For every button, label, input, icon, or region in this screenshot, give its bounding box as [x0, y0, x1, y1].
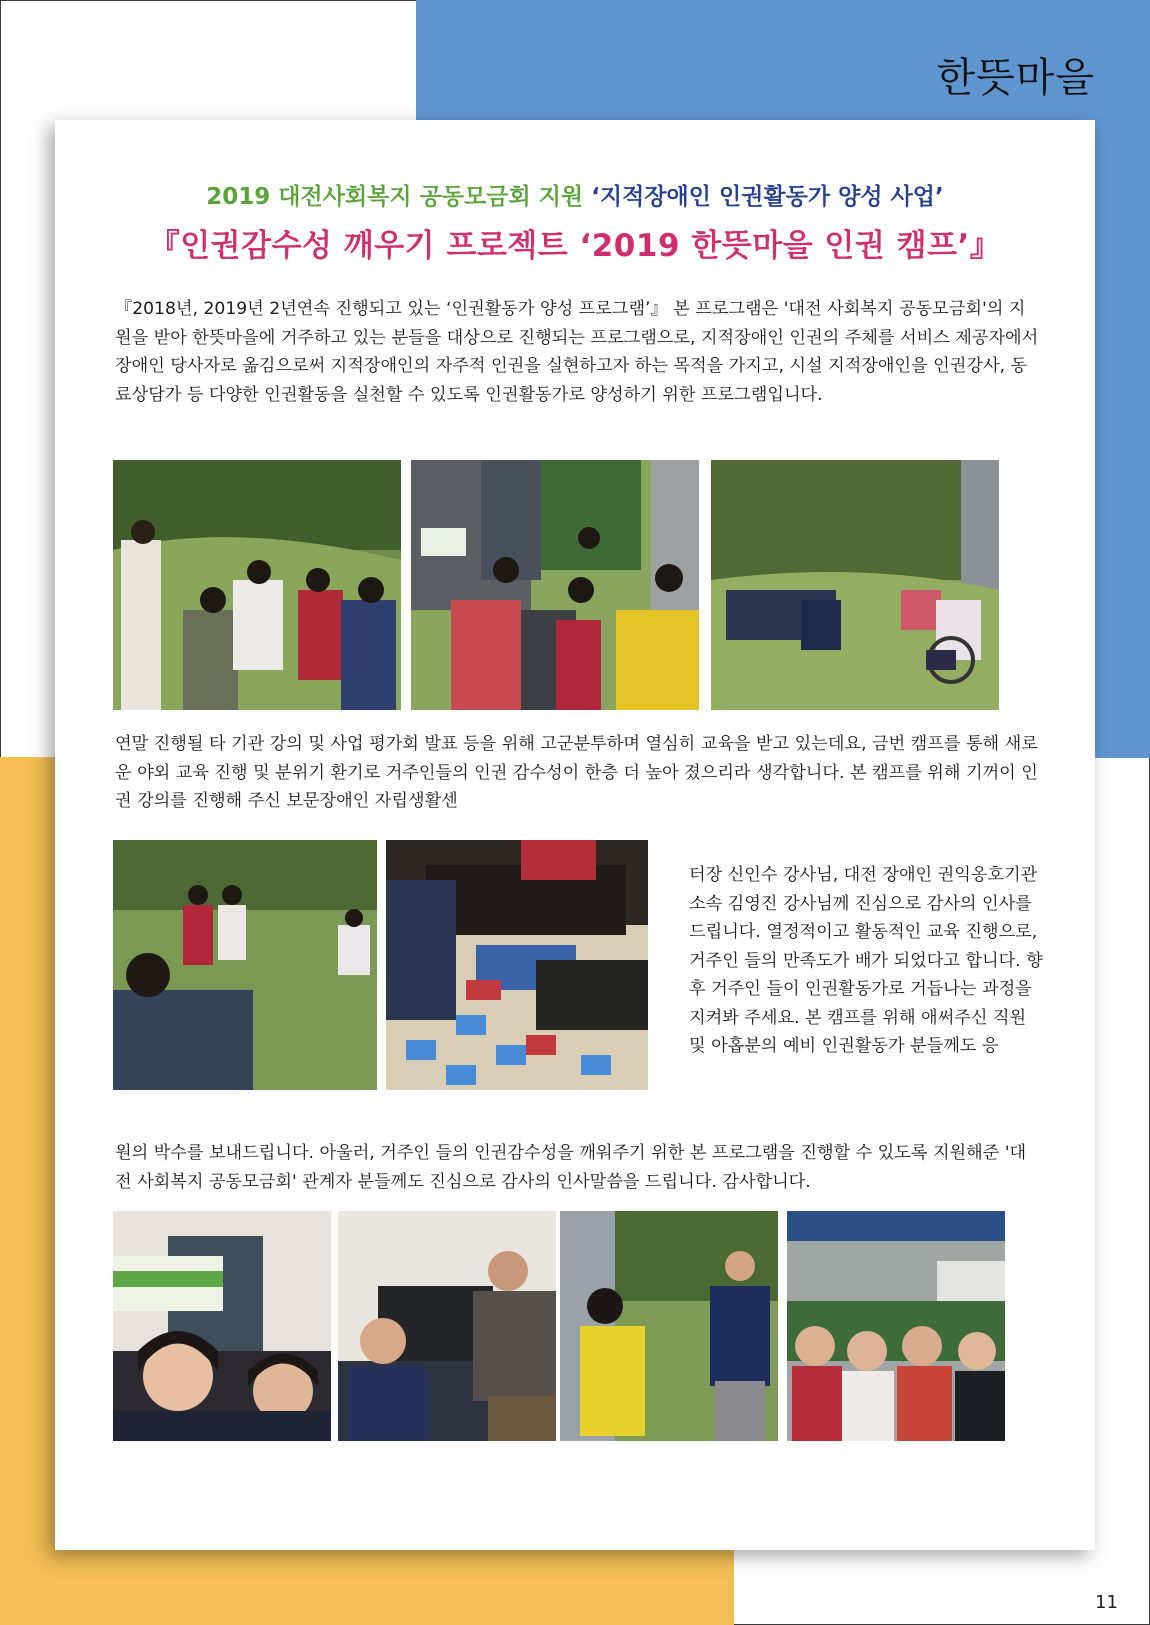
- closing-paragraph: 원의 박수를 보내드립니다. 아울러, 거주인 들의 인권감수성을 깨워주기 위한 본 프로그램을 진행할 수 있도록 지원해준 '대전 사회복지 공동모금회' 관계자 분들께도 진심으로 감사의 인사말씀을 드립니다. 감사합니다.: [115, 1143, 1027, 1192]
- photo-four-women: [787, 1211, 1005, 1441]
- side-paragraph: 터장 신인수 강사님, 대전 장애인 권익옹호기관 소속 김영진 강사님께 진심으로 감사의 인사를 드립니다. 열정적이고 활동적인 교육 진행으로, 거주인 들의 만족도가 배가 되었다고 합니다. 향후 거주인 들이 인권활동가로 거듭나는 과정을 지켜봐 주세요. 본 캠프를 위해 애써주신 직원 및 아홉분의 예비 인권활동가 분들께도 응: [689, 865, 1043, 1056]
- subheading-green-part: 2019 대전사회복지 공동모금회 지원: [206, 184, 584, 210]
- photo-indoor-smiling-men: [338, 1211, 556, 1441]
- intro-paragraph: 『2018년, 2019년 2년연속 진행되고 있는 ‘인권활동가 양성 프로그램’』 본 프로그램은 '대전 사회복지 공동모금회'의 지원을 받아 한뜻마을에 거주하고 있는 분들을 대상으로 진행되는 프로그램으로, 지적장애인 인권의 주체를 서비스 제공자에서 장애인 당사자로 옮김으로써 지적장애인의 자주적 인권을 실현하고자 하는 목적을 가지고, 시설 지적장애인을 인권강사, 동료상담가 등 다양한 인권활동을 실천할 수 있도록 인권활동가로 양성하기 위한 프로그램입니다.: [115, 299, 1039, 405]
- article-subheading: [55, 178, 1095, 211]
- page-number: 11: [1095, 1592, 1118, 1613]
- article-title: 『인권감수성 깨우기 프로젝트 ‘2019 한뜻마을 인권 캠프’』: [148, 228, 1002, 264]
- photo-outdoor-seated: [711, 460, 999, 710]
- photo-group-activity: [411, 460, 699, 710]
- photo-outdoor-pair-activity: [113, 840, 377, 1090]
- article-card: [55, 120, 1095, 1550]
- subheading-blue-part: ‘지적장애인 인권활동가 양성 사업’: [583, 184, 944, 210]
- photo-selfie-banner: [113, 1211, 331, 1441]
- photo-indoor-floor-game: [386, 840, 648, 1090]
- middle-paragraph: 연말 진행될 타 기관 강의 및 사업 평가회 발표 등을 위해 고군분투하며 열심히 교육을 받고 있는데요, 금번 캠프를 통해 새로운 야외 교육 진행 및 분위기 환기로 거주인들의 인권 감수성이 한층 더 높아 졌으리라 생각합니다. 본 캠프를 위해 기꺼이 인권 강의를 진행해 주신 보문장애인 자립생활센: [115, 734, 1038, 811]
- photo-lecture-outdoor: [113, 460, 401, 710]
- section-title: 한뜻마을: [936, 55, 1095, 101]
- photo-outdoor-high-five: [560, 1211, 778, 1441]
